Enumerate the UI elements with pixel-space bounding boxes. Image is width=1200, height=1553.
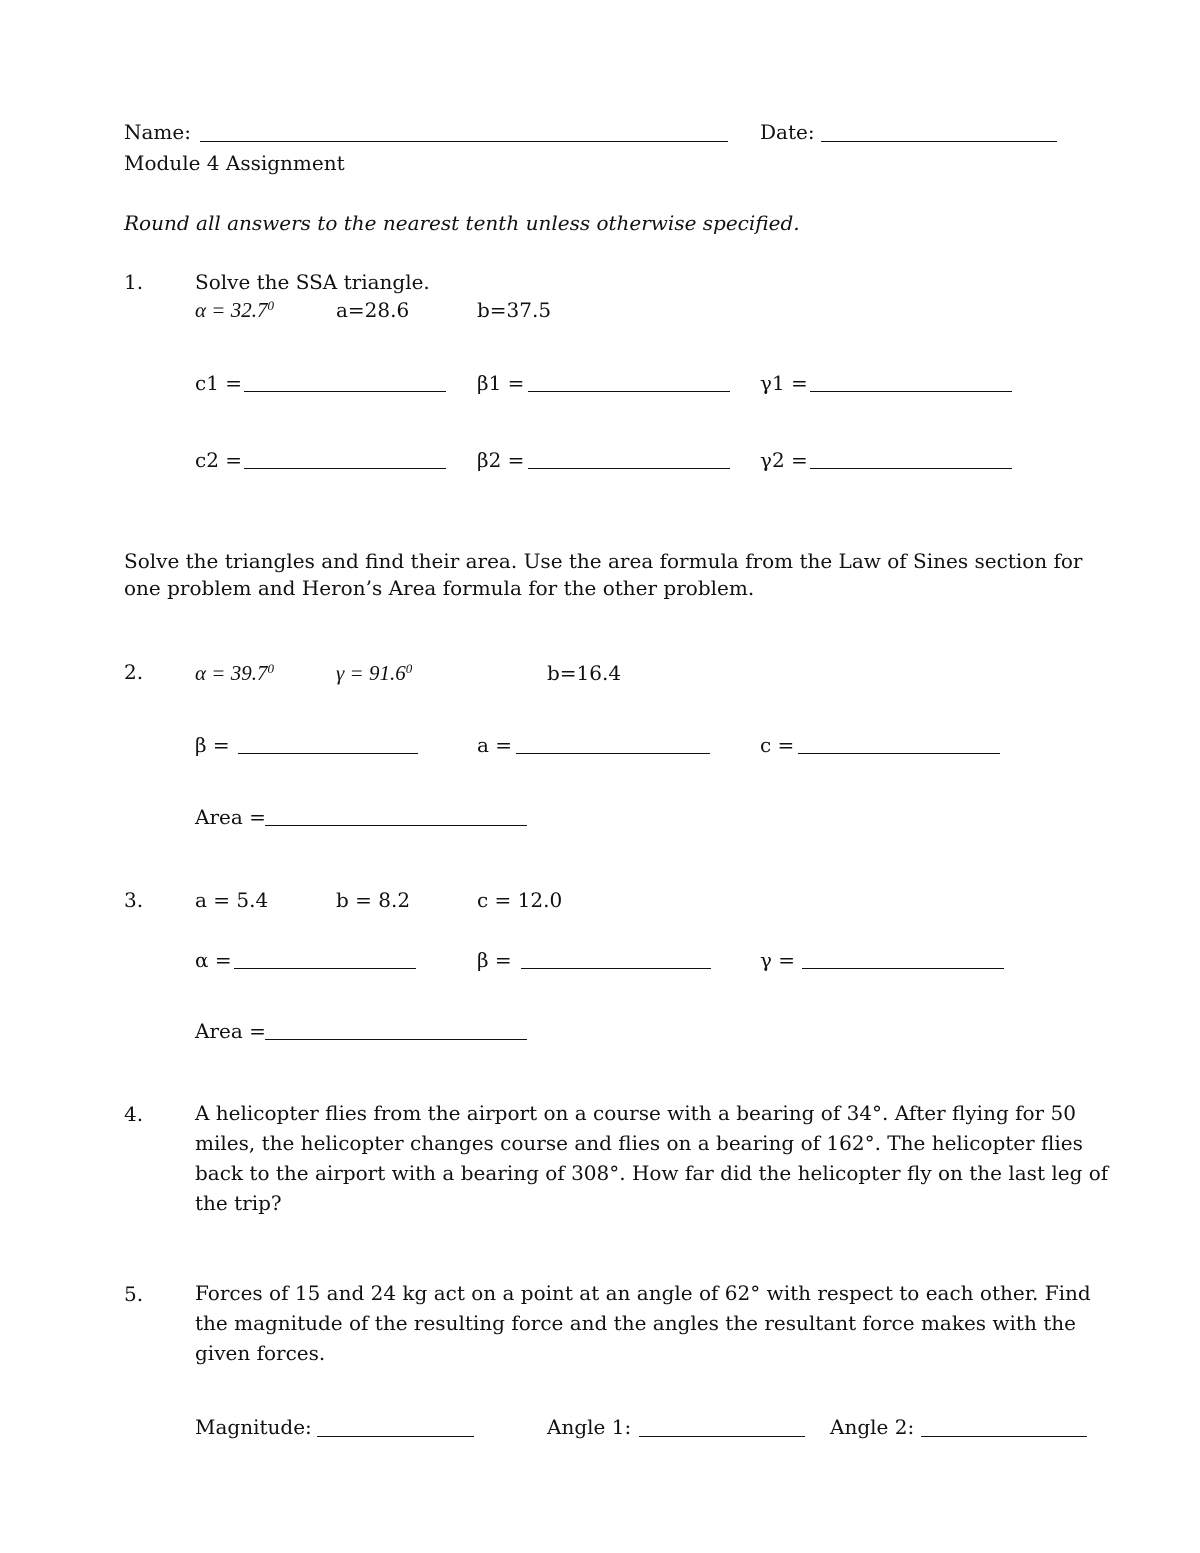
q1-beta2-label: β2 = <box>477 448 525 472</box>
section-instructions: Solve the triangles and find their area. Use the area formula from the Law of Sines section for one problem and Heron’s Area formula for the other problem. <box>124 549 1083 600</box>
rounding-instruction: Round all answers to the nearest tenth unless otherwise specified. <box>124 211 800 235</box>
q1-given-b: b=37.5 <box>477 298 552 322</box>
q2-gamma-value: γ = 91.6 <box>336 661 406 685</box>
q1-gamma1-label: γ1 = <box>760 371 808 395</box>
q1-gamma1-blank[interactable] <box>810 391 1012 392</box>
q3-given-b: b = 8.2 <box>336 888 411 912</box>
q1-c2-blank[interactable] <box>244 468 446 469</box>
q2-area-blank[interactable] <box>265 825 527 826</box>
q1-beta1-blank[interactable] <box>528 391 730 392</box>
q2-beta-blank[interactable] <box>238 753 418 754</box>
q5-number: 5. <box>124 1282 144 1306</box>
q1-alpha-degree: 0 <box>267 298 274 313</box>
q5-text: Forces of 15 and 24 kg act on a point at an angle of 62° with respect to each other. Find the magnitude of the resulting force and the angles the resultant force makes with the given forces. <box>195 1281 1091 1365</box>
q1-number: 1. <box>124 270 144 294</box>
q3-gamma-blank[interactable] <box>802 968 1004 969</box>
q2-given-b: b=16.4 <box>547 661 622 685</box>
q1-c1-blank[interactable] <box>244 391 446 392</box>
q3-area-blank[interactable] <box>265 1039 527 1040</box>
q1-beta1-label: β1 = <box>477 371 525 395</box>
q3-given-c: c = 12.0 <box>477 888 563 912</box>
q3-alpha-label: α = <box>195 948 232 972</box>
q2-given-gamma <box>336 662 412 684</box>
q3-alpha-blank[interactable] <box>234 968 416 969</box>
q4-number: 4. <box>124 1102 144 1126</box>
q1-c2-label: c2 = <box>195 448 243 472</box>
q1-gamma2-label: γ2 = <box>760 448 808 472</box>
q3-area-label: Area = <box>195 1019 266 1043</box>
date-label: Date: <box>760 120 815 144</box>
q1-gamma2-blank[interactable] <box>810 468 1012 469</box>
q5-angle1-label: Angle 1: <box>547 1415 632 1439</box>
name-answer-blank[interactable] <box>200 141 728 142</box>
q2-c-label: c = <box>760 733 795 757</box>
q3-number: 3. <box>124 888 144 912</box>
q5-angle2-label: Angle 2: <box>830 1415 915 1439</box>
q2-gamma-degree: 0 <box>405 661 413 676</box>
q2-number: 2. <box>124 660 144 684</box>
q2-alpha-value: α = 39.7 <box>195 661 268 685</box>
q2-beta-label: β = <box>195 733 230 757</box>
q2-a-label: a = <box>477 733 513 757</box>
q1-given-a: a=28.6 <box>336 298 410 322</box>
q3-beta-blank[interactable] <box>521 968 711 969</box>
q4-text: A helicopter flies from the airport on a course with a bearing of 34°. After flying for 50 miles, the helicopter changes course and flies on a bearing of 162°. The helicopter flies back to the airport with a bearing of 308°. How far did the helicopter fly on the last leg of the trip? <box>195 1101 1109 1215</box>
q5-angle1-blank[interactable] <box>639 1436 805 1437</box>
date-answer-blank[interactable] <box>821 141 1057 142</box>
q1-c1-label: c1 = <box>195 371 243 395</box>
q5-angle2-blank[interactable] <box>921 1436 1087 1437</box>
q2-alpha-degree: 0 <box>267 661 274 676</box>
name-label: Name: <box>124 120 191 144</box>
q3-gamma-label: γ = <box>760 948 796 972</box>
q2-c-blank[interactable] <box>798 753 1000 754</box>
q2-a-blank[interactable] <box>516 753 710 754</box>
q1-beta2-blank[interactable] <box>528 468 730 469</box>
assignment-title: Module 4 Assignment <box>124 151 345 175</box>
q2-given-alpha <box>195 662 274 684</box>
q1-alpha-value: α = 32.7 <box>195 298 268 322</box>
q1-prompt: Solve the SSA triangle. <box>195 270 430 294</box>
q3-beta-label: β = <box>477 948 512 972</box>
q2-area-label: Area = <box>195 805 266 829</box>
q5-magnitude-label: Magnitude: <box>195 1415 312 1439</box>
q1-given-alpha <box>195 299 274 321</box>
q5-magnitude-blank[interactable] <box>317 1436 474 1437</box>
q3-given-a: a = 5.4 <box>195 888 269 912</box>
